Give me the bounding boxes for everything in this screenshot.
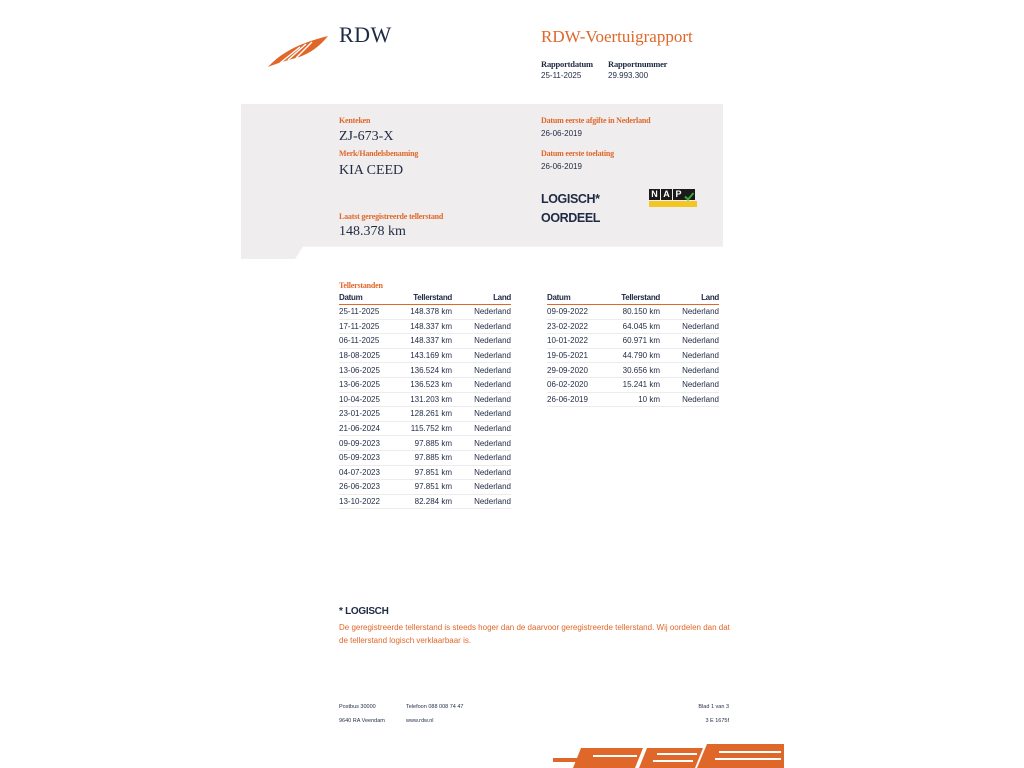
cell-date: 13-10-2022 (339, 494, 397, 509)
table-row (339, 305, 511, 320)
cell-date: 04-07-2023 (339, 465, 397, 480)
cell-country: Nederland (660, 305, 719, 320)
cell-date: 10-01-2022 (547, 334, 605, 349)
cell-odometer: 148.337 km (397, 319, 452, 334)
cell-date: 09-09-2023 (339, 436, 397, 451)
decorative-stripes (553, 744, 784, 768)
table-row (547, 319, 719, 334)
nap-logo (649, 189, 697, 209)
table-row (339, 407, 511, 422)
nap-letter-p: P (673, 189, 684, 200)
first-admission-value: 26-06-2019 (541, 162, 582, 171)
footer-doc-code: 3 E 1675f (705, 718, 729, 724)
cell-country: Nederland (452, 480, 511, 495)
cell-country: Nederland (452, 363, 511, 378)
cell-country: Nederland (452, 377, 511, 392)
col-country: Land (452, 292, 511, 305)
cell-odometer: 143.169 km (397, 348, 452, 363)
make-label: Merk/Handelsbenaming (339, 149, 419, 158)
cell-country: Nederland (452, 334, 511, 349)
cell-odometer: 30.656 km (605, 363, 660, 378)
cell-country: Nederland (660, 319, 719, 334)
cell-odometer: 80.150 km (605, 305, 660, 320)
cell-country: Nederland (660, 377, 719, 392)
cell-date: 10-04-2025 (339, 392, 397, 407)
make-value: KIA CEED (339, 163, 404, 178)
cell-country: Nederland (452, 319, 511, 334)
first-issue-nl-label: Datum eerste afgifte in Nederland (541, 116, 651, 125)
cell-country: Nederland (452, 494, 511, 509)
footer-phone: Telefoon 088 008 74 47 (406, 704, 464, 710)
cell-country: Nederland (660, 334, 719, 349)
table-header-row (339, 292, 511, 305)
cell-date: 26-06-2023 (339, 480, 397, 495)
table-row (339, 465, 511, 480)
table-row (547, 377, 719, 392)
cell-odometer: 60.971 km (605, 334, 660, 349)
verdict-line-1: LOGISCH* (541, 192, 600, 206)
report-title: RDW-Voertuigrapport (541, 27, 693, 46)
cell-odometer: 136.524 km (397, 363, 452, 378)
nap-letter-n: N (649, 189, 660, 200)
table-row (339, 494, 511, 509)
cell-odometer: 136.523 km (397, 377, 452, 392)
table-row (339, 421, 511, 436)
table-row (547, 305, 719, 320)
table-row (339, 450, 511, 465)
plate-label: Kenteken (339, 116, 371, 125)
footnote-text: De geregistreerde tellerstand is steeds hoger dan de daarvoor geregistreerde tellerstand. Wij oordelen dan dat de tellerstand logisch verklaarbaar is. (339, 623, 730, 645)
first-admission-label: Datum eerste toelating (541, 149, 614, 158)
table-row (339, 319, 511, 334)
footer-page-number: Blad 1 van 3 (698, 704, 729, 710)
footer-website[interactable]: www.rdw.nl (406, 718, 434, 724)
rdw-feather-logo (266, 34, 330, 68)
table-row (547, 348, 719, 363)
cell-date: 17-11-2025 (339, 319, 397, 334)
nap-yellow-bar (649, 201, 697, 207)
cell-country: Nederland (452, 465, 511, 480)
brand-name: RDW (339, 22, 392, 47)
cell-date: 18-08-2025 (339, 348, 397, 363)
cell-country: Nederland (452, 407, 511, 422)
cell-odometer: 97.885 km (397, 436, 452, 451)
table-row (339, 348, 511, 363)
report-number: 29.993.300 (608, 71, 649, 80)
report-number-label: Rapportnummer (608, 59, 668, 69)
cell-country: Nederland (452, 392, 511, 407)
cell-country: Nederland (452, 305, 511, 320)
odometer-value: 148.378 km (339, 224, 406, 239)
col-date: Datum (547, 292, 605, 305)
cell-country: Nederland (452, 450, 511, 465)
cell-odometer: 128.261 km (397, 407, 452, 422)
col-date: Datum (339, 292, 397, 305)
cell-country: Nederland (452, 421, 511, 436)
col-country: Land (660, 292, 719, 305)
cell-odometer: 97.885 km (397, 450, 452, 465)
cell-date: 29-09-2020 (547, 363, 605, 378)
cell-date: 19-05-2021 (547, 348, 605, 363)
vehicle-summary-panel (241, 104, 723, 259)
cell-odometer: 64.045 km (605, 319, 660, 334)
cell-date: 06-02-2020 (547, 377, 605, 392)
table-header-row (547, 292, 719, 305)
cell-odometer: 82.284 km (397, 494, 452, 509)
report-date-label: Rapportdatum (541, 59, 593, 69)
cell-country: Nederland (452, 348, 511, 363)
check-icon (683, 189, 695, 200)
table-row (339, 436, 511, 451)
cell-odometer: 131.203 km (397, 392, 452, 407)
first-issue-nl-value: 26-06-2019 (541, 129, 582, 138)
cell-country: Nederland (660, 348, 719, 363)
table-row (547, 334, 719, 349)
table-row (547, 363, 719, 378)
table-row (339, 480, 511, 495)
cell-date: 13-06-2025 (339, 363, 397, 378)
odometer-table-right (547, 292, 719, 407)
cell-odometer: 15.241 km (605, 377, 660, 392)
table-row (339, 377, 511, 392)
footnote-title: * LOGISCH (339, 606, 389, 617)
odometer-label: Laatst geregistreerde tellerstand (339, 212, 444, 221)
cell-date: 21-06-2024 (339, 421, 397, 436)
cell-odometer: 97.851 km (397, 480, 452, 495)
cell-country: Nederland (660, 363, 719, 378)
cell-date: 23-01-2025 (339, 407, 397, 422)
nap-letter-a: A (661, 189, 672, 200)
cell-date: 26-06-2019 (547, 392, 605, 407)
cell-date: 05-09-2023 (339, 450, 397, 465)
table-row (339, 392, 511, 407)
cell-odometer: 97.851 km (397, 465, 452, 480)
cell-date: 09-09-2022 (547, 305, 605, 320)
odometer-section-title: Tellerstanden (339, 281, 383, 290)
plate-value: ZJ-673-X (339, 129, 394, 144)
cell-odometer: 44.790 km (605, 348, 660, 363)
footer-address-1: Postbus 30000 (339, 704, 376, 710)
table-row (339, 363, 511, 378)
cell-date: 23-02-2022 (547, 319, 605, 334)
verdict (541, 190, 600, 228)
cell-date: 06-11-2025 (339, 334, 397, 349)
footer-address-2: 9640 RA Veendam (339, 718, 385, 724)
col-odometer: Tellerstand (397, 292, 452, 305)
cell-date: 13-06-2025 (339, 377, 397, 392)
cell-odometer: 10 km (605, 392, 660, 407)
cell-date: 25-11-2025 (339, 305, 397, 320)
report-date: 25-11-2025 (541, 71, 582, 80)
cell-country: Nederland (452, 436, 511, 451)
cell-odometer: 115.752 km (397, 421, 452, 436)
cell-country: Nederland (660, 392, 719, 407)
cell-odometer: 148.337 km (397, 334, 452, 349)
verdict-line-2: OORDEEL (541, 211, 601, 225)
odometer-table-left (339, 292, 511, 509)
col-odometer: Tellerstand (605, 292, 660, 305)
table-row (547, 392, 719, 407)
cell-odometer: 148.378 km (397, 305, 452, 320)
table-row (339, 334, 511, 349)
